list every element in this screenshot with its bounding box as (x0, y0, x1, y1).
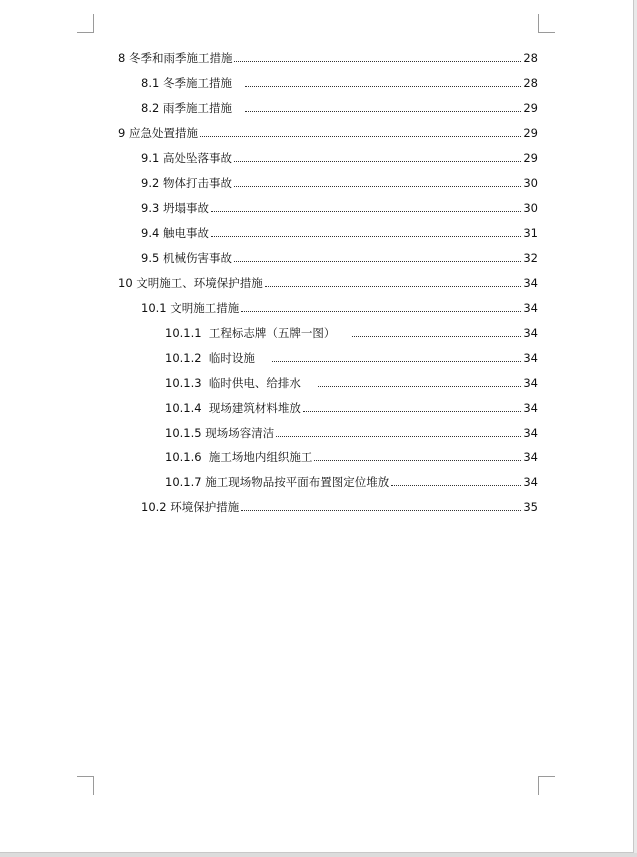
toc-leader (245, 85, 521, 87)
toc-entry-title: 10.1.4 现场建筑材料堆放 (165, 401, 301, 415)
toc-entry-page: 32 (523, 251, 538, 265)
toc-entry-page: 34 (523, 450, 538, 464)
toc-entry-title: 10.1.1 工程标志牌（五牌一图） (165, 326, 351, 340)
toc-entry-page: 29 (523, 101, 538, 115)
viewer-background-strip (0, 853, 637, 857)
toc-entry-title: 9.1 高处坠落事故 (141, 151, 232, 165)
toc-entry-page: 34 (523, 426, 538, 440)
margin-corner-top-left (77, 14, 94, 33)
toc-entry[interactable] (165, 399, 538, 415)
toc-entry-page: 28 (523, 51, 538, 65)
margin-corner-top-right (538, 14, 555, 33)
toc-entry-title: 10.1.5 现场场容清洁 (165, 426, 275, 440)
toc-entry-page: 35 (523, 500, 538, 514)
toc-leader (272, 360, 522, 362)
margin-corner-bottom-left (77, 776, 94, 795)
toc-leader (303, 410, 521, 412)
toc-leader (234, 260, 521, 262)
toc-leader (211, 210, 521, 212)
toc-entry[interactable] (141, 249, 538, 265)
toc-leader (234, 160, 521, 162)
toc-entry[interactable] (165, 473, 538, 489)
toc-entry-title: 9.2 物体打击事故 (141, 176, 232, 190)
toc-entry[interactable] (165, 448, 538, 464)
toc-leader (276, 435, 521, 437)
toc-entry-title: 9.3 坍塌事故 (141, 201, 209, 215)
toc-entry-title: 8.1 冬季施工措施 (141, 76, 243, 90)
toc-entry-title: 10.1.3 临时供电、给排水 (165, 376, 316, 390)
toc-entry[interactable] (141, 224, 538, 240)
toc-entry-title: 10.1 文明施工措施 (141, 301, 240, 315)
toc-leader (265, 285, 522, 287)
toc-entry[interactable] (141, 149, 538, 165)
toc-leader (318, 385, 522, 387)
toc-entry[interactable] (165, 324, 538, 340)
toc-entry-page: 31 (523, 226, 538, 240)
toc-entry-title: 10.2 环境保护措施 (141, 500, 240, 514)
toc-entry[interactable] (141, 99, 538, 115)
toc-entry[interactable] (118, 274, 538, 290)
toc-entry-page: 34 (523, 475, 538, 489)
toc-entry[interactable] (165, 374, 538, 390)
toc-entry[interactable] (118, 124, 538, 140)
toc-entry-title: 9.4 触电事故 (141, 226, 209, 240)
toc-entry[interactable] (141, 299, 538, 315)
toc-entry-page: 34 (523, 351, 538, 365)
toc-entry-title: 9.5 机械伤害事故 (141, 251, 232, 265)
toc-entry-page: 34 (523, 301, 538, 315)
toc-leader (234, 60, 521, 62)
toc-entry[interactable] (141, 174, 538, 190)
toc-entry[interactable] (141, 199, 538, 215)
toc-entry-page: 30 (523, 201, 538, 215)
toc-entry-title: 10.1.2 临时设施 (165, 351, 270, 365)
toc-leader (241, 310, 521, 312)
toc-leader (245, 110, 521, 112)
toc-entry-page: 34 (523, 326, 538, 340)
toc-entry-page: 34 (523, 276, 538, 290)
toc-entry[interactable] (141, 74, 538, 90)
margin-corner-bottom-right (538, 776, 555, 795)
toc-leader (314, 459, 521, 461)
toc-entry-title: 10.1.7 施工现场物品按平面布置图定位堆放 (165, 475, 390, 489)
toc-leader (352, 335, 521, 337)
toc-entry-page: 34 (523, 376, 538, 390)
toc-entry[interactable] (165, 349, 538, 365)
toc-leader (234, 185, 521, 187)
toc-entry-page: 29 (523, 126, 538, 140)
toc-entry-page: 28 (523, 76, 538, 90)
toc-entry[interactable] (141, 498, 538, 514)
toc-entry[interactable] (118, 49, 538, 65)
toc-entry[interactable] (165, 424, 538, 440)
toc-entry-page: 34 (523, 401, 538, 415)
toc-entry-page: 30 (523, 176, 538, 190)
toc-entry-title: 10 文明施工、环境保护措施 (118, 276, 263, 290)
toc-entry-title: 8 冬季和雨季施工措施 (118, 51, 233, 65)
toc-entry-title: 10.1.6 施工场地内组织施工 (165, 450, 313, 464)
toc-entry-title: 9 应急处置措施 (118, 126, 198, 140)
toc-leader (211, 235, 521, 237)
toc-leader (200, 135, 521, 137)
toc-leader (391, 484, 521, 486)
toc-leader (241, 509, 521, 511)
toc-entry-title: 8.2 雨季施工措施 (141, 101, 243, 115)
toc-entry-page: 29 (523, 151, 538, 165)
